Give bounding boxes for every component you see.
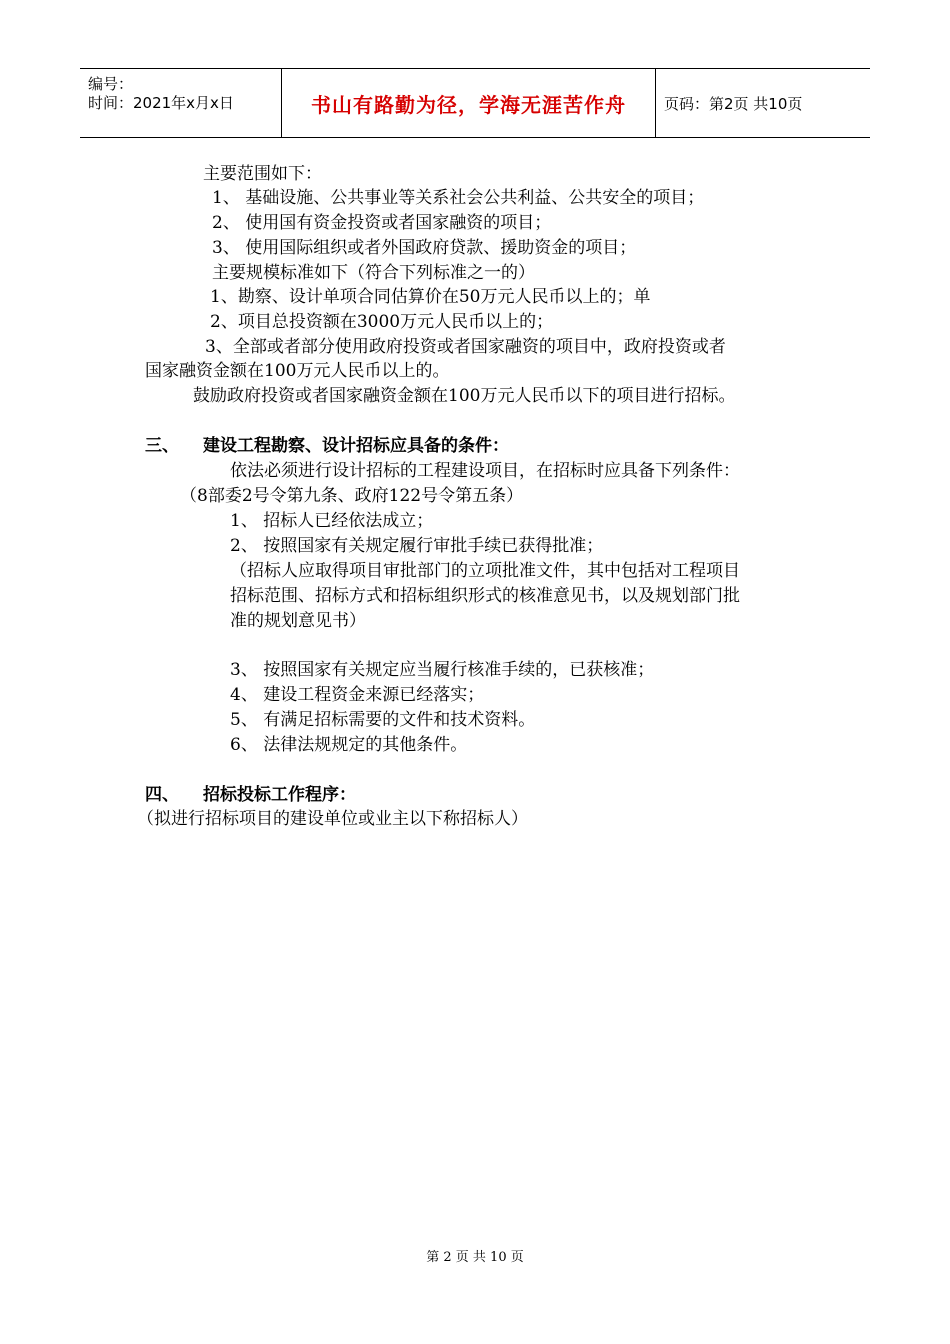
header-motto: 书山有路勤为径，学海无涯苦作舟: [311, 92, 626, 117]
section-3-number: 三、: [145, 436, 179, 456]
scale-item: 1、勘察、设计单项合同估算价在50万元人民币以上的；单: [210, 287, 651, 307]
condition-note: 招标范围、招标方式和招标组织形式的核准意见书，以及规划部门批: [230, 586, 740, 606]
header-meta-cell: [80, 69, 282, 137]
scope-item: 1、 基础设施、公共事业等关系社会公共利益、公共安全的项目；: [212, 188, 705, 208]
section-3-intro: 依法必须进行设计招标的工程建设项目，在招标时应具备下列条件：: [230, 461, 740, 481]
document-date: 时间：2021年x月x日: [88, 94, 234, 112]
scope-title: 主要范围如下：: [203, 164, 322, 184]
condition-item: 2、 按照国家有关规定履行审批手续已获得批准；: [230, 536, 604, 556]
condition-item: 3、 按照国家有关规定应当履行核准手续的，已获核准；: [230, 660, 655, 680]
header-page-info: 页码：第2页 共10页: [664, 95, 803, 113]
condition-note: 准的规划意见书）: [230, 611, 366, 631]
section-4-number: 四、: [145, 785, 179, 805]
condition-item: 4、 建设工程资金来源已经落实；: [230, 685, 485, 705]
scale-title: 主要规模标准如下（符合下列标准之一的）: [212, 263, 535, 283]
page-footer: 第 2 页 共 10 页: [426, 1250, 524, 1265]
scale-item-continued: 国家融资金额在100万元人民币以上的。: [145, 361, 450, 381]
scope-item: 3、 使用国际组织或者外国政府贷款、援助资金的项目；: [212, 238, 637, 258]
page-header: [80, 68, 870, 138]
section-4-title: 招标投标工作程序：: [203, 785, 356, 805]
section-3-reference: （8部委2号令第九条、政府122号令第五条）: [180, 486, 524, 506]
header-page-cell: [656, 69, 870, 137]
scale-item: 2、项目总投资额在3000万元人民币以上的；: [210, 312, 554, 332]
section-3-title: 建设工程勘察、设计招标应具备的条件：: [203, 436, 509, 456]
condition-note: （招标人应取得项目审批部门的立项批准文件，其中包括对工程项目: [230, 561, 740, 581]
condition-item: 1、 招标人已经依法成立；: [230, 511, 434, 531]
condition-item: 6、 法律法规规定的其他条件。: [230, 735, 468, 755]
encourage-paragraph: 鼓励政府投资或者国家融资金额在100万元人民币以下的项目进行招标。: [193, 386, 736, 406]
condition-item: 5、 有满足招标需要的文件和技术资料。: [230, 710, 536, 730]
document-number-label: 编号：: [88, 75, 134, 93]
scale-item: 3、全部或者部分使用政府投资或者国家融资的项目中，政府投资或者: [205, 337, 726, 357]
section-4-note: （拟进行招标项目的建设单位或业主以下称招标人）: [137, 809, 528, 829]
header-motto-cell: [282, 69, 656, 137]
scope-item: 2、 使用国有资金投资或者国家融资的项目；: [212, 213, 552, 233]
